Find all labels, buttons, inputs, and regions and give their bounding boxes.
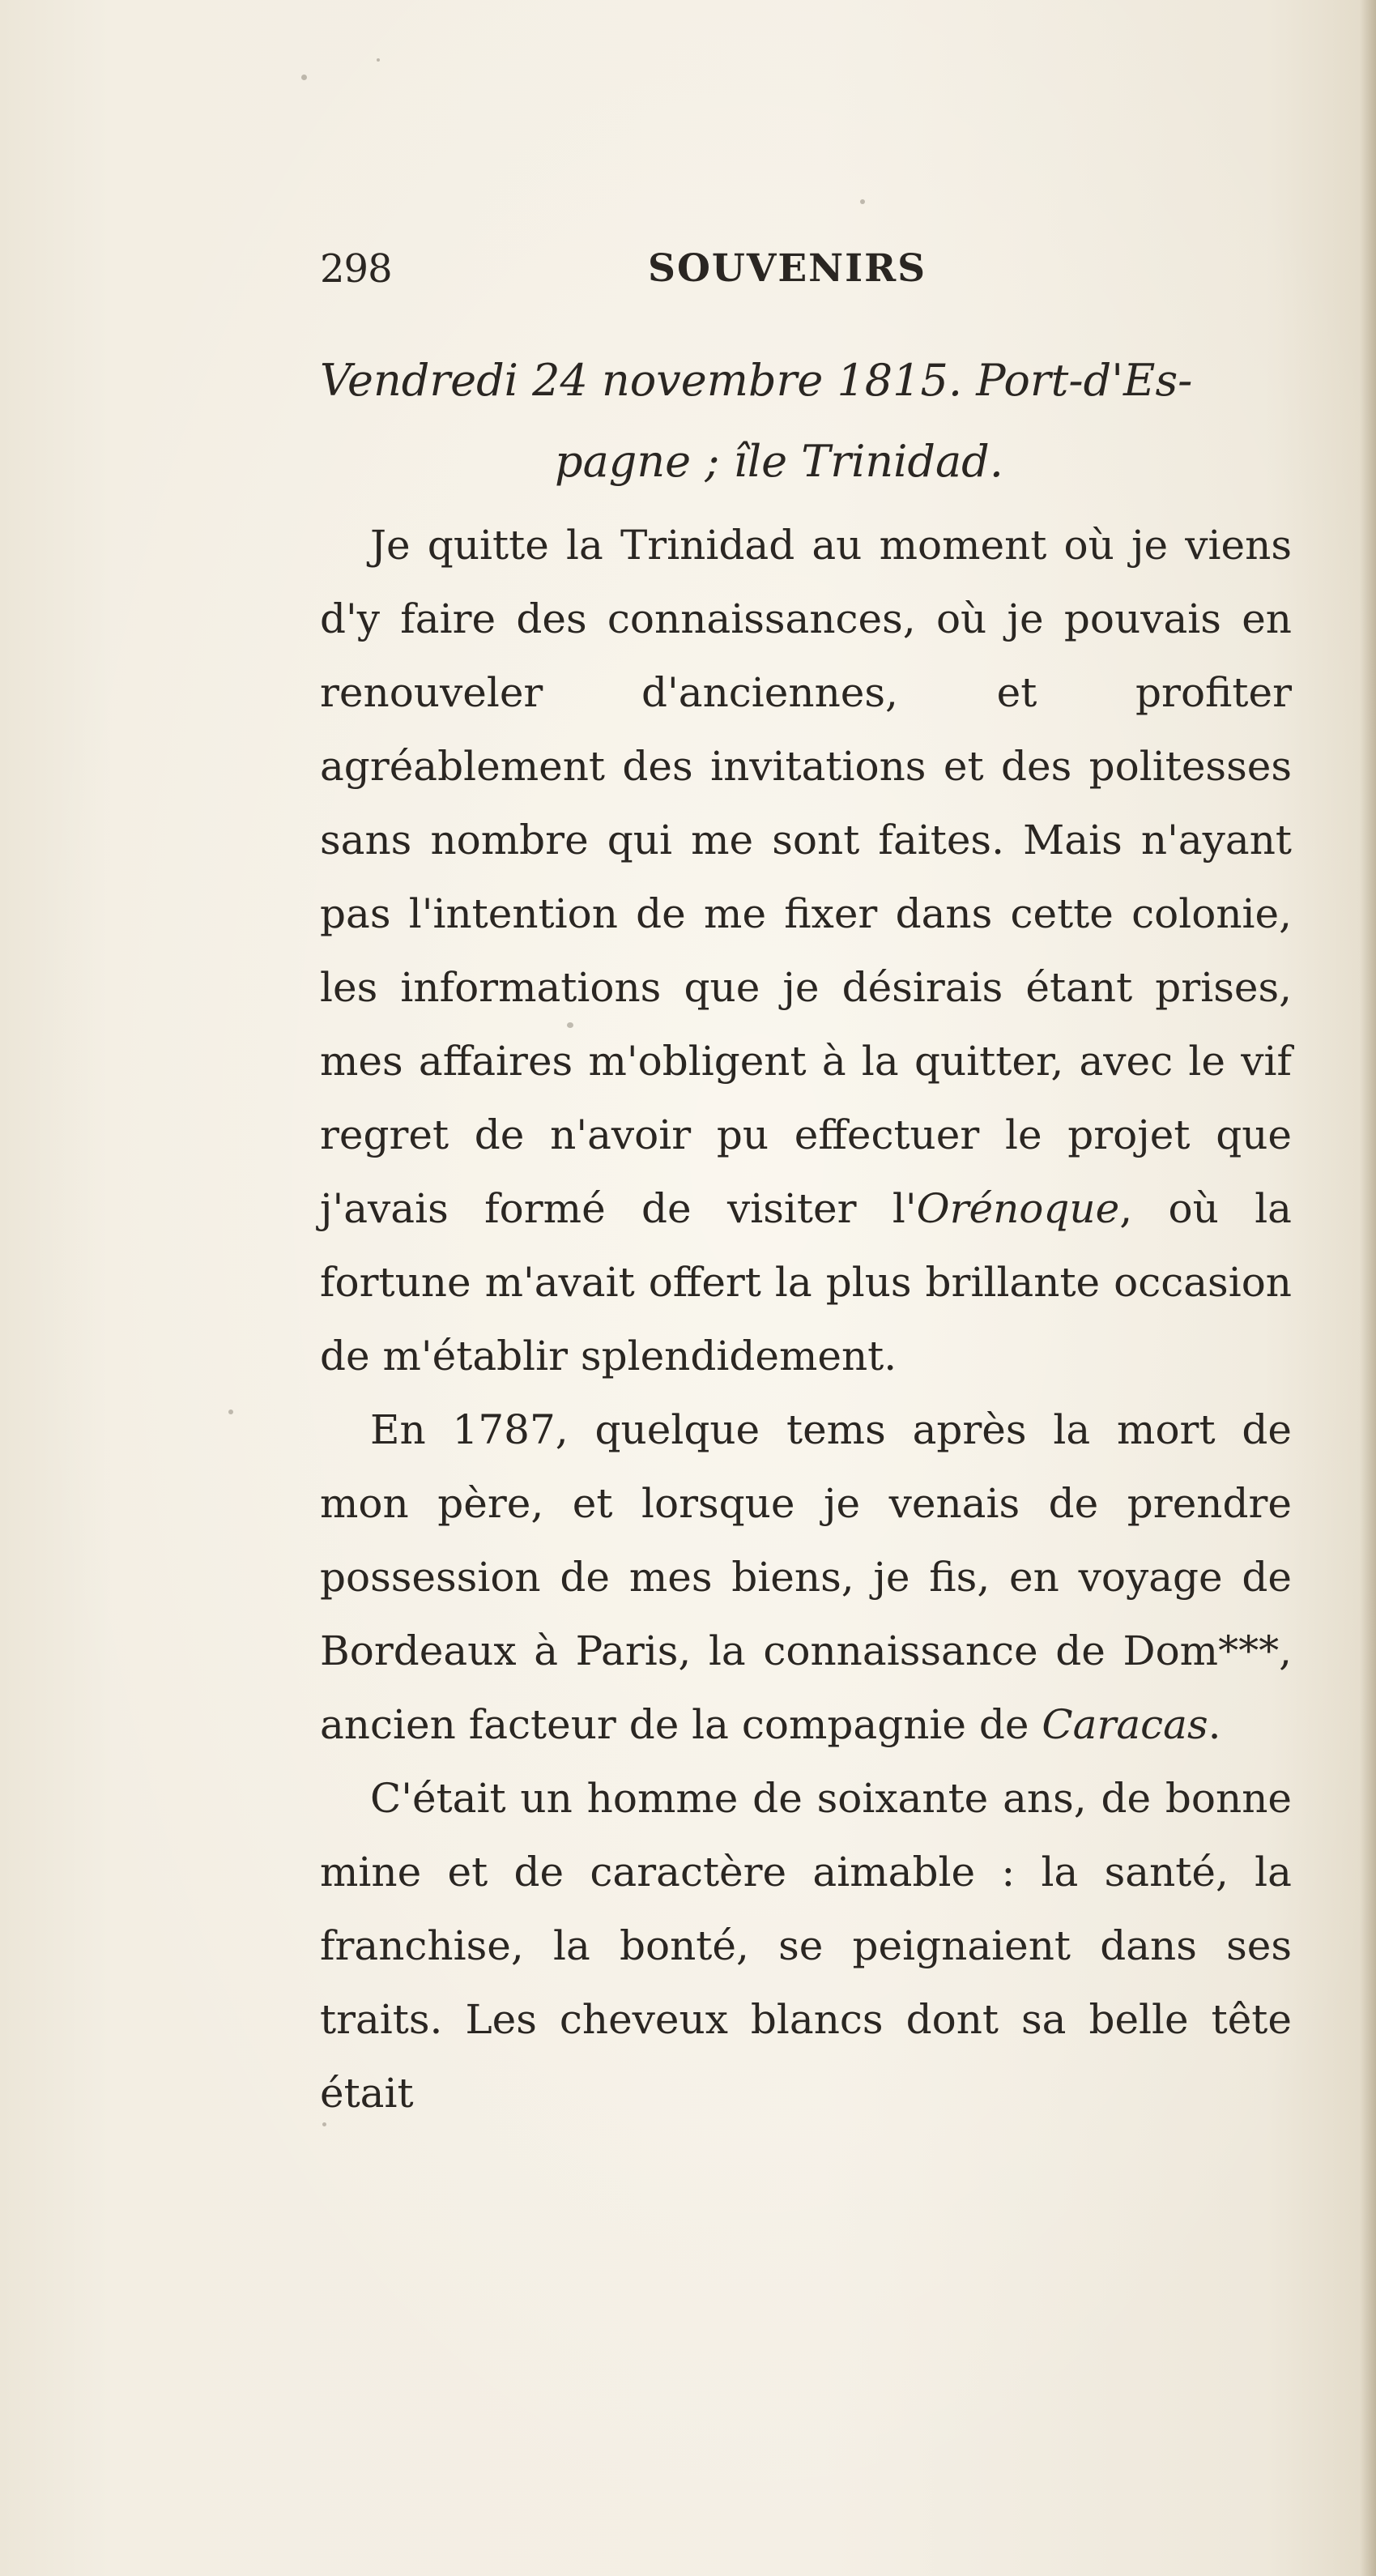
ink-speck bbox=[860, 199, 865, 204]
italic-place-name: Caracas bbox=[1042, 1701, 1208, 1748]
body-text bbox=[320, 509, 1292, 2130]
paragraph-text: . bbox=[1208, 1701, 1221, 1748]
paragraph-text: , où la fortune m'avait offert la plus brillante occasion de m'établir splendidement. bbox=[320, 1185, 1292, 1380]
entry-heading-line-2: pagne ; île Trinidad. bbox=[555, 436, 1003, 487]
paragraph-1787 bbox=[320, 1393, 1292, 1762]
running-head: SOUVENIRS bbox=[648, 246, 927, 291]
paragraph-portrait bbox=[320, 1762, 1292, 2130]
page-header bbox=[320, 237, 1276, 301]
ink-speck bbox=[301, 75, 307, 80]
ink-speck bbox=[228, 1410, 233, 1414]
ink-speck bbox=[377, 58, 380, 62]
page-gutter-shadow bbox=[1360, 0, 1376, 2576]
paragraph-text: En 1787, quelque tems après la mort de mon père, et lorsque je venais de prendre possession de mes biens, je fis, en voyage de Bordeaux à Paris, la connaissance de Dom***, ancien facteur de la compagnie de bbox=[320, 1406, 1292, 1748]
diary-entry-heading bbox=[320, 340, 1296, 502]
paragraph-departure bbox=[320, 509, 1292, 1393]
page-number: 298 bbox=[320, 246, 392, 292]
paragraph-text: Je quitte la Trinidad au moment où je viens d'y faire des connaissances, où je pouvais en renouveler d'anciennes, et profiter agréablement des invitations et des politesses sans nombre qui me sont faites. Mais n'ayant pas l'intention de me fixer dans cette colonie, les informations que je désirais étant prises, mes affaires m'obligent à la quitter, avec le vif regret de n'avoir pu effectuer le projet que j'avais formé de visiter l' bbox=[320, 522, 1292, 1232]
paragraph-text: C'était un homme de soixante ans, de bonne mine et de caractère aimable : la santé, la franchise, la bonté, se peignaient dans ses traits. Les cheveux blancs dont sa belle tête était bbox=[320, 1775, 1292, 2117]
entry-heading-line-1: Vendredi 24 novembre 1815. Port-d'Es- bbox=[320, 355, 1193, 406]
italic-place-name: Orénoque bbox=[916, 1185, 1120, 1232]
